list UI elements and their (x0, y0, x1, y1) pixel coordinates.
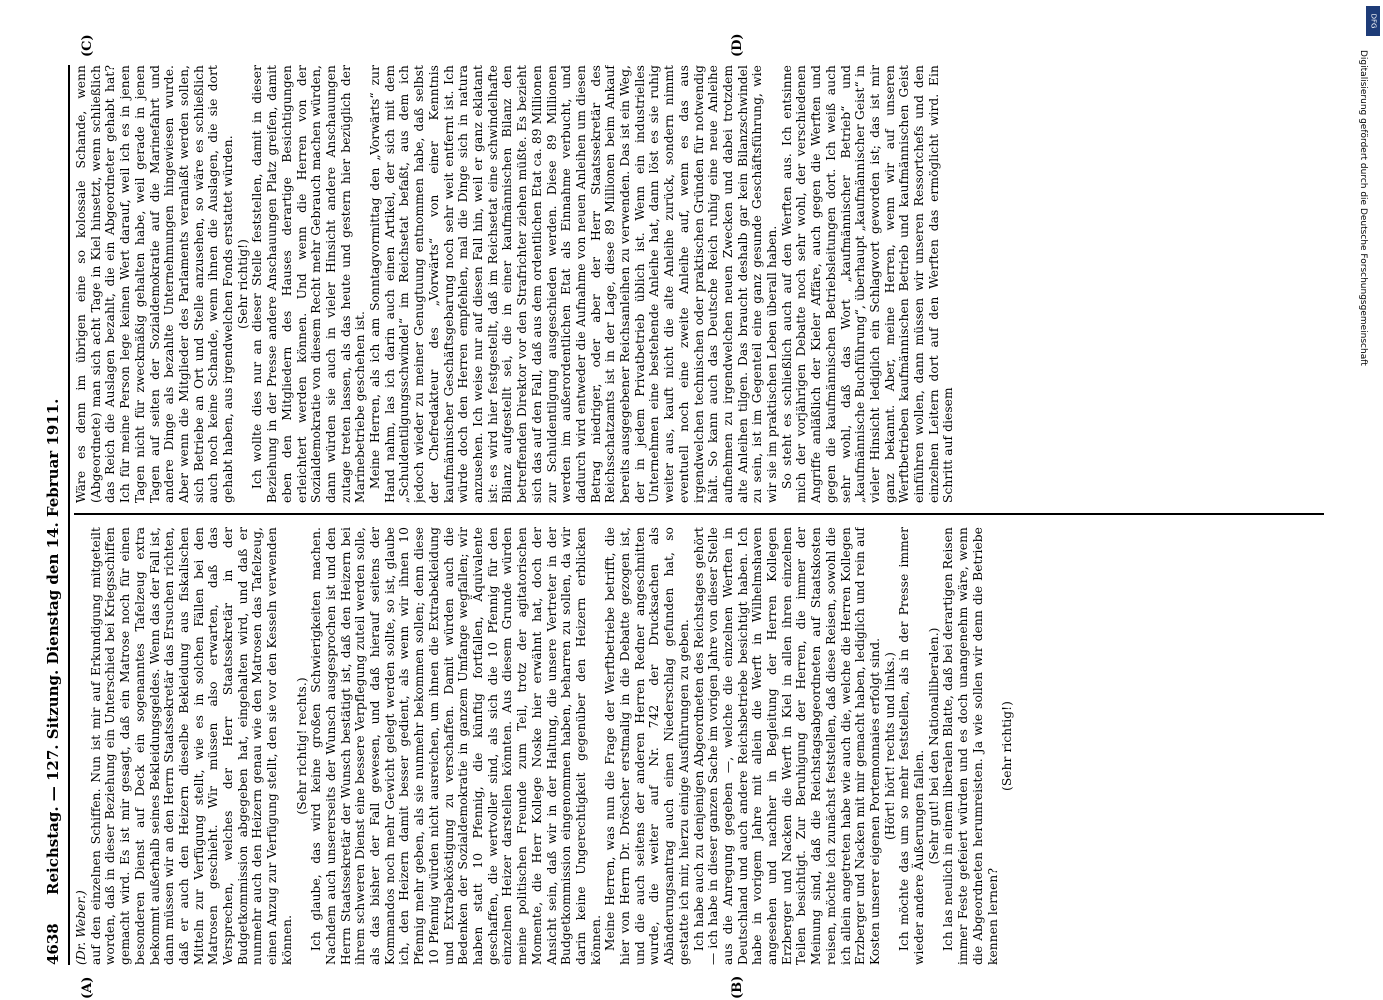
margin-marker-a: (A) (80, 976, 95, 999)
rotated-page-content (40, 33, 1330, 999)
right-column (74, 65, 1324, 503)
dfg-logo (1366, 6, 1380, 36)
page-header (40, 65, 70, 965)
interjection: (Sehr richtig! rechts.) (294, 677, 309, 815)
interjection: (Sehr gut! bei den Nationalliberalen.) (926, 627, 941, 865)
paragraph: Ich habe auch zu denjenigen Abgeordneten des Reichstages gehört — ich habe in dieser ganzen Sache im vorigen Jahre von dieser Stelle aus die Anregung gegeben —, welche die einzelnen Werften in Deutschland und auch andere Reichsbetriebe besichtigt haben. Ich habe in vorigem Jahre mit allein die Werft in Wilhelmshaven angesehen und nachher in Begleitung der Herren Kollegen Erzberger und Nacken die Werft in Kiel in allen ihren einzelnen Teilen besichtigt. Zur Beruhigung der Herren, die immer der Meinung sind, daß die Reichstagsabgeordneten auf Staatskosten reisen, möchte ich zunächst feststellen, daß diese Reisen, sowohl die ich allein angetreten habe wie auch die, welche die Herren Kollegen Erzberger und Nacken mit mir gemacht haben, lediglich und rein auf Kosten unserer eigenen Portemonnaies erfolgt sind. (691, 527, 882, 965)
margin-marker-b: (B) (730, 975, 745, 999)
digitization-credit (1356, 50, 1370, 650)
paragraph: Meine Herren, was nun die Frage der Werftbetriebe betrifft, die hier von Herrn Dr. Dröscher erstmalig in die Debatte gezogen ist, und die auch seitens der anderen Herren Redner angeschnitten wurde, die weiter auf Nr. 742 der Drucksachen als Abänderungsantrag auch einen Niederschlag gefunden hat, so gestatte ich mir, hierzu einige Ausführungen zu geben. (603, 527, 691, 965)
paragraph: Ich wollte dies nur an dieser Stelle feststellen, damit in dieser Beziehung in der Presse andere Anschauungen Platz greifen, damit eben den Mitgliedern des Hauses derartige Besichtigungen erleichtert werden können. Und wenn die Herren von der Sozialdemokratie von diesem Recht mehr Gebrauch machen würden, dann würden sie auch in vieler Hinsicht andere Anschauungen zutage treten lassen, als das heute und gestern hier bezüglich der Marinebetriebe geschehen ist. (250, 65, 368, 503)
margin-marker-d: (D) (730, 33, 745, 57)
paragraph: Wäre es denn im übrigen eine so kolossale Schande, wenn (Abgeordnete) man sich acht Tage in Kiel hinsetzt, wenn schließlich das Reich die Auslagen bezahlt, die ein Abgeordneter gehabt hat? Ich für meine Person lege keinen Wert darauf, weil ich es in jenen Tagen nicht für zweckmäßig gehalten habe, weil gerade in jenen Tagen auf seiten der Sozialdemokratie auf die Marinefahrt und andere Dinge als bezahlte Unternehmungen hingewiesen wurde. Aber wenn die Mitglieder des Parlaments veranlaßt werden sollen, sich Betriebe an Ort und Stelle anzusehen, so wäre es schließlich auch noch keine Schande, wenn ihnen die Auslagen, die sie dort gehabt haben, aus irgendwelchen Fonds erstattet würden. (74, 65, 236, 503)
running-title: Reichstag. — 127. Sitzung. Dienstag den 14. Februar 1911. (44, 398, 62, 895)
paragraph: Ich glaube, das wird keine großen Schwierigkeiten machen. Nachdem auch unsererseits der Wunsch ausgesprochen ist und den Herrn Staatssekretär der Wunsch bestätigt ist, daß den Heizern bei ihrem schweren Dienst eine bessere Verpflegung zuteil werden solle, als das bisher der Fall gewesen, und daß hierauf seitens der Kommandos noch mehr Gewicht gelegt werden sollte, so ist, glaube ich, den Heizern damit besser gedient, als wenn wir ihnen 10 Pfennig mehr geben, als sie nunmehr bekommen sollen; denn diese 10 Pfennig würden nicht ausreichen, um ihnen die Extrabekleidung und Extrabeköstigung zu verschaffen. Damit würden auch die Bedenken der Sozialdemokratie in ganzem Umfange wegfallen; wir haben statt 10 Pfennig, die künftig fortfallen, Äquivalente geschaffen, die wertvoller sind, als sich die 10 Pfennig für den einzelnen Heizer darstellen könnten. Aus diesem Grunde würden meine politischen Freunde zum Teil, trotz der agitatorischen Momente, die Herr Kollege Noske hier erwähnt hat, doch der Ansicht sein, daß wir in der Haltung, die unsere Vertreter in der Budgetkommission eingenommen haben, beharren zu sollen, da wir darin keine Ungerechtigkeit gegenüber den Heizern erblicken können. (309, 527, 603, 965)
column-divider (74, 513, 1324, 515)
paragraph: So steht es schließlich auch auf den Werften aus. Ich entsinne mich der vorjährigen Debatte noch sehr wohl, der verschiedenen Angriffe anläßlich der Kieler Affäre, auch gegen die Werften und gegen die kaufmännischen Betriebsleitungen dort. Ich weiß auch sehr wohl, daß das Wort „kaufmännischer Betrieb“ und „kaufmännische Buchführung“, überhaupt „kaufmännischer Geist“ in vieler Hinsicht lediglich ein Schlagwort geworden ist; das ist mir ganz bekannt. Aber, meine Herren, wenn wir auf unseren Werftbetrieben kaufmännischen Betrieb und kaufmännischen Geist einführen wollen, dann müssen wir unseren Ressortchefs und den einzelnen Leitern dort auf den Werften das ermöglicht wird. Ein Schritt auf diesem (779, 65, 956, 503)
interjection: (Hört! hört! rechts und links.) (882, 651, 897, 841)
paragraph: auf den einzelnen Schiffen. Nun ist mir auf Erkundigung mitgeteilt worden, daß in dieser Beziehung ein Unterschied bei Kriegsschiffen gemacht wird. Es ist mir gesagt, daß ein Matrose noch für einen besonderen Dienst auf Deck ein sogenanntes Tafelzeug extra bekommt außerhalb seines Bekleidungsgeldes. Wenn das der Fall ist, dann müssen wir an den Herrn Staatssekretär das Ersuchen richten, daß er auch den Heizern dieselbe Bekleidung aus fiskalischen Mitteln zur Verfügung stellt, wie es in solchen Fällen bei den Matrosen geschieht. Wir müssen also erwarten, daß das Versprechen, welches der Herr Staatssekretär in der Budgetkommission abgegeben hat, eingehalten wird, und daß er nunmehr auch den Heizern genau wie den Matrosen das Tafelzeug, einen Anzug zur Verfügung stellt, den sie vor den Kesseln verwenden können. (88, 527, 294, 965)
text-columns (74, 65, 1324, 965)
left-column (74, 527, 1324, 965)
credit-text: Digitalisierung gefördert durch die Deutsche Forschungsgemeinschaft (1358, 50, 1368, 366)
interjection: (Sehr richtig!) (235, 239, 250, 330)
speaker-label: (Dr. Weber.) (74, 890, 88, 965)
paragraph: Ich las neulich in einem liberalen Blatte, daß bei derartigen Reisen immer Feste gefeiert würden und es doch unangenehm wäre, wenn die Abgeordneten herumreisten. Ja wie sollen wir denn die Betriebe kennen lernen? (941, 527, 1000, 965)
margin-marker-c: (C) (80, 34, 95, 57)
dfg-logo-text: DFG (1369, 13, 1377, 29)
paragraph: Ich möchte das um so mehr feststellen, als in der Presse immer wieder andere Äußerungen fallen. (897, 527, 927, 965)
interjection: (Sehr richtig!) (1000, 701, 1015, 792)
paragraph: Meine Herren, als ich am Sonntagvormittag den „Vorwärts“ zur Hand nahm, las ich darin auch einen Artikel, der sich mit dem „Schuldentilgungsschwindel“ im Reichsetat befaßt, aus dem ich jedoch wieder zu meiner Genugtuung entnommen habe, daß selbst der Chefredakteur des „Vorwärts“ von einer Kenntnis kaufmännischer Geschäftsgebarung noch sehr weit entfernt ist. Ich würde doch den Herren empfehlen, mal die Dinge sich in natura anzusehen. Ich weise nur auf diesen Fall hin, weil er ganz eklatant ist: es wird hier festgestellt, daß im Reichsetat eine schwindelhafte Bilanz aufgestellt sei, die in einer kaufmännischen Bilanz den betreffenden Direktor vor den Strafrichter ziehen müßte. Es bezieht sich das auf den Fall, daß aus dem ordentlichen Etat ca. 89 Millionen zur Schuldentilgung ausgeschieden werden. Diese 89 Millionen werden im außerordentlichen Etat als Einnahme verbucht, und dadurch wird entweder die Aufnahme von neuen Anleihen um diesen Betrag niedriger, oder aber der Herr Staatssekretär des Reichsschatzamts ist in der Lage, diese 89 Millionen beim Ankauf bereits ausgegebener Reichsanleihen zu verwenden. Das ist ein Weg, der in jedem Privatbetrieb üblich ist. Wenn ein industrielles Unternehmen eine bestehende Anleihe hat, dann löst es sie ruhig weiter aus, kauft nicht die alte Anleihe zurück, sondern nimmt eventuell noch eine zweite Anleihe auf, wenn es das aus irgendwelchen technischen oder praktischen Gründen für notwendig hält. So kann auch das Deutsche Reich ruhig eine neue Anleihe aufnehmen zu irgendwelchen neuen Zwecken und dabei trotzdem alte Anleihen tilgen. Das braucht deshalb gar kein Bilanzschwindel zu sein, ist im Gegenteil eine ganz gesunde Geschäftsführung, wie wir sie im praktischen Leben überall haben. (368, 65, 780, 503)
page-number: 4638 (44, 923, 62, 965)
